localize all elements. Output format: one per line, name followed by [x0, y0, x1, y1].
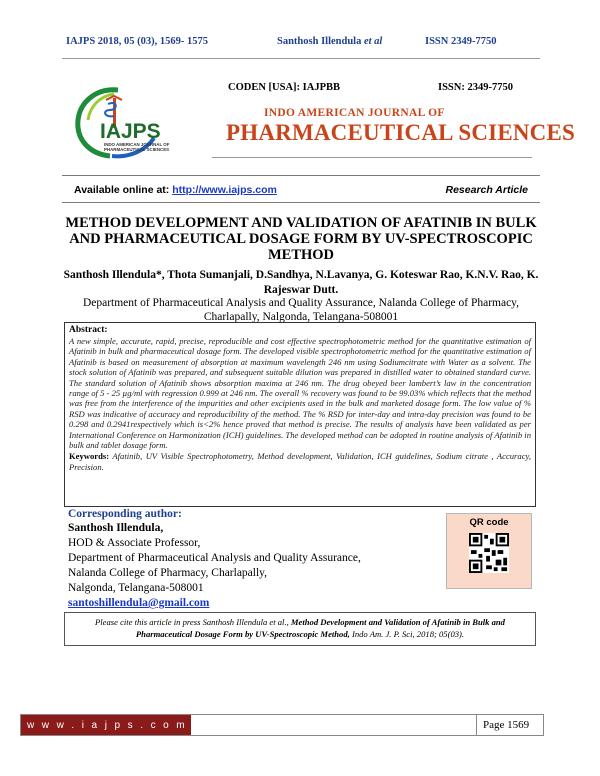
- journal-name-line2: PHARMACEUTICAL SCIENCES: [226, 120, 576, 145]
- corresponding-author-position: HOD & Associate Professor,: [68, 537, 201, 549]
- corresponding-author-heading: Corresponding author:: [68, 508, 182, 520]
- svg-text:INDO AMERICAN JOURNAL OF: INDO AMERICAN JOURNAL OF: [104, 142, 170, 147]
- citation-box: [64, 612, 536, 646]
- author-header-name: Santhosh Illendula: [277, 36, 364, 47]
- corresponding-author-location: Nalgonda, Telangana-508001: [68, 582, 204, 594]
- page-footer: [20, 714, 544, 736]
- journal-name-line1: INDO AMERICAN JOURNAL OF: [264, 107, 445, 119]
- journal-name-divider: [212, 157, 532, 158]
- article-title: METHOD DEVELOPMENT AND VALIDATION OF AFATINIB IN BULK AND PHARMACEUTICAL DOSAGE FORM BY UV-SPECTROSCOPIC METHOD: [65, 215, 537, 263]
- journal-citation-header: IAJPS 2018, 05 (03), 1569- 1575: [66, 36, 209, 47]
- author-header-etal: et al: [363, 36, 383, 47]
- abstract-body: A new simple, accurate, rapid, precise, reproducible and cost effective spectrophotometric method for the quantitative estimation of Afatinib in bulk and pharmaceutical dosage form. The developed visible spectrophotometric method for the quantitative estimation of Afatinib is based on measurement of absorption at maximum wavelength 246 nm using Sodiumcitrate with Water as a solvent. The stock solution of Afatinib was prepared, and subsequent suitable dilution was prepared in distilled water to obtained standard curve. The standard solution of Afatinib shows absorption maxima at 246 nm. The drug obeyed beer lambert’s law in the concentration range of 5 - 25 µg/ml with regression 0.999 at 246 nm. The overall % recovery was found to be 99.03% which reflects that the method was free from the interference of the impurities and other excipients used in the bulk and marketed dosage form. The low value of % RSD was indicative of accuracy and reproducibility of the method. The % RSD for inter-day and intra-day precision was found to be 0.298 and 0.2941respectively which is<2% hence proved that method is precise. The results of analysis have been validated as per International Conference on Harmonization (ICH) guidelines. The developed method can be adopted in routine analysis of Afatinib in bulk and tablet dosage form.: [69, 336, 531, 451]
- coden-label: CODEN [USA]: IAJPBB: [228, 82, 341, 93]
- keywords-label: Keywords:: [69, 451, 110, 462]
- availability-label: Available online at:: [74, 184, 173, 196]
- corresponding-author-details: [68, 521, 361, 611]
- citation-title: Method Development and Validation of Afatinib in Bulk and Pharmaceutical Dosage Form by UV-Spectroscopic Method,: [135, 617, 505, 639]
- abstract-heading: Abstract:: [69, 325, 108, 335]
- qr-code-label: QR code: [469, 517, 509, 528]
- footer-website: w w w . i a j p s . c o m: [21, 715, 191, 735]
- availability-bar: [62, 175, 540, 203]
- header-divider: [62, 58, 540, 59]
- keywords: [69, 451, 531, 472]
- author-header: [277, 36, 382, 47]
- issn-header: ISSN 2349-7750: [425, 36, 497, 47]
- abstract-box: [64, 322, 536, 507]
- running-head: [0, 36, 600, 50]
- author-list: Santhosh Illendula*, Thota Sumanjali, D.Sandhya, N.Lavanya, G. Koteswar Rao, K.N.V. Rao, K. Rajeswar Dutt.: [63, 269, 539, 296]
- journal-website-link[interactable]: http://www.iajps.com: [172, 184, 277, 196]
- qr-code-panel: [446, 513, 532, 589]
- page-number: Page 1569: [476, 714, 544, 736]
- corresponding-author-college: Nalanda College of Pharmacy, Charlapally,: [68, 567, 268, 579]
- availability-text: [74, 184, 277, 196]
- issn-label: ISSN: 2349-7750: [438, 82, 513, 93]
- corresponding-author-department: Department of Pharmaceutical Analysis and Quality Assurance,: [68, 552, 361, 564]
- corresponding-author-email[interactable]: santoshillendula@gmail.com: [68, 597, 210, 609]
- qr-code-image[interactable]: [469, 533, 509, 573]
- author-affiliation: Department of Pharmaceutical Analysis and Quality Assurance, Nalanda College of Pharmacy, Charlapally, Nalgonda, Telangana-508001: [82, 297, 520, 323]
- citation-prefix: Please cite this article in press Santhosh Illendula et al.,: [95, 617, 291, 627]
- svg-text:PHARMACEUTICAL SCIENCES: PHARMACEUTICAL SCIENCES: [104, 147, 170, 152]
- corresponding-author-name: Santhosh Illendula,: [68, 522, 164, 534]
- citation-suffix: Indo Am. J. P. Sci, 2018; 05(03).: [349, 629, 465, 639]
- keywords-list: Afatinib, UV Visible Spectrophotometry, Method development, Validation, ICH guidelines, Sodium citrate , Accuracy, Precision.: [69, 451, 531, 472]
- svg-text:IAJPS: IAJPS: [100, 120, 161, 143]
- article-type-label: Research Article: [445, 184, 528, 196]
- iajps-logo: [66, 84, 194, 164]
